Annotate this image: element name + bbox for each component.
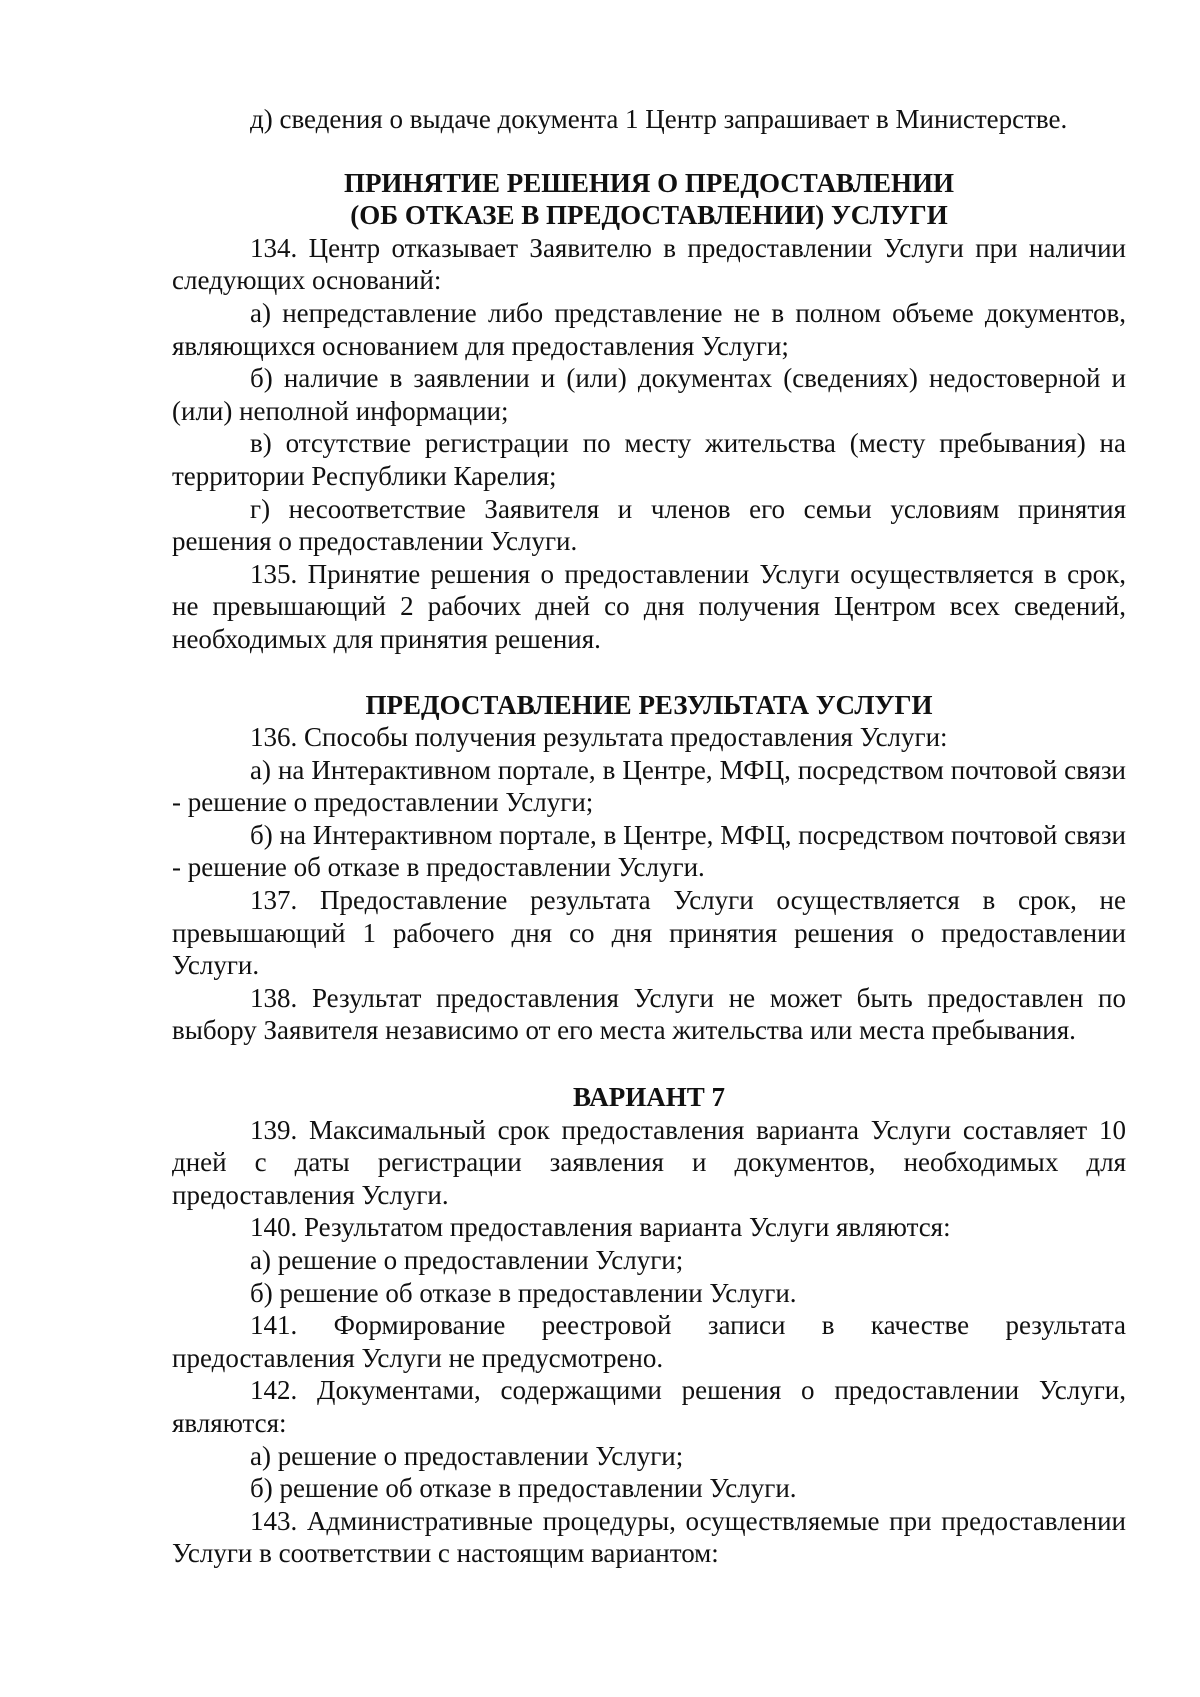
spacer xyxy=(172,136,1126,167)
paragraph-134g: г) несоответствие Заявителя и членов его семьи условиям принятия решения о предоставлении Услуги. xyxy=(172,493,1126,557)
paragraph-143: 143. Административные процедуры, осуществляемые при предоставлении Услуги в соответствии с настоящим вариантом: xyxy=(172,1505,1126,1569)
paragraph-134v: в) отсутствие регистрации по месту жительства (месту пребывания) на территории Республики Карелия; xyxy=(172,428,1126,491)
heading-line-1: ПРИНЯТИЕ РЕШЕНИЯ О ПРЕДОСТАВЛЕНИИ xyxy=(343,167,955,198)
paragraph-140b: б) решение об отказе в предоставлении Услуги. xyxy=(250,1277,797,1308)
heading-line-2: (ОБ ОТКАЗЕ В ПРЕДОСТАВЛЕНИИ) УСЛУГИ xyxy=(350,200,948,231)
paragraph-134: 134. Центр отказывает Заявителю в предоставлении Услуги при наличии следующих оснований: xyxy=(172,232,1126,296)
section-heading-result: ПРЕДОСТАВЛЕНИЕ РЕЗУЛЬТАТА УСЛУГИ xyxy=(365,689,933,720)
paragraph-136b: б) на Интерактивном портале, в Центре, МФЦ, посредством почтовой связи - решение об отказе в предоставлении Услуги. xyxy=(172,819,1126,883)
paragraph-136: 136. Способы получения результата предоставления Услуги: xyxy=(250,722,948,753)
paragraph-140a: а) решение о предоставлении Услуги; xyxy=(250,1245,684,1275)
paragraph-134b: б) наличие в заявлении и (или) документах (сведениях) недостоверной и (или) неполной информации; xyxy=(172,363,1126,426)
paragraph-134a: а) непредставление либо представление не в полном объеме документов, являющихся основанием для предоставления Услуги; xyxy=(172,297,1126,361)
paragraph-142a: а) решение о предоставлении Услуги; xyxy=(250,1440,684,1471)
section-heading-decision xyxy=(172,167,1126,232)
paragraph-135: 135. Принятие решения о предоставлении Услуги осуществляется в срок, не превышающий 2 рабочих дней со дня получения Центром всех сведений, необходимых для принятия решения. xyxy=(172,558,1126,654)
paragraph-142: 142. Документами, содержащими решения о предоставлении Услуги, являются: xyxy=(172,1375,1126,1438)
section-heading-variant-7: ВАРИАНТ 7 xyxy=(572,1082,726,1113)
spacer xyxy=(172,1047,1126,1081)
paragraph-138: 138. Результат предоставления Услуги не может быть предоставлен по выбору Заявителя независимо от его места жительства или места пребывания. xyxy=(172,982,1126,1046)
paragraph-141: 141. Формирование реестровой записи в качестве результата предоставления Услуги не предусмотрено. xyxy=(172,1310,1126,1373)
paragraph-136a: а) на Интерактивном портале, в Центре, МФЦ, посредством почтовой связи - решение о предоставлении Услуги; xyxy=(172,754,1126,818)
paragraph-133d: д) сведения о выдаче документа 1 Центр запрашивает в Министерстве. xyxy=(250,104,1068,134)
paragraph-142b: б) решение об отказе в предоставлении Услуги. xyxy=(250,1473,797,1504)
paragraph-139: 139. Максимальный срок предоставления варианта Услуги составляет 10 дней с даты регистрации заявления и документов, необходимых для предоставления Услуги. xyxy=(172,1114,1126,1210)
paragraph-140: 140. Результатом предоставления варианта Услуги являются: xyxy=(250,1212,951,1243)
spacer xyxy=(172,656,1126,689)
paragraph-137: 137. Предоставление результата Услуги осуществляется в срок, не превышающий 1 рабочего дня со дня принятия решения о предоставлении Услуги. xyxy=(172,885,1126,981)
document-page xyxy=(172,103,1126,1570)
